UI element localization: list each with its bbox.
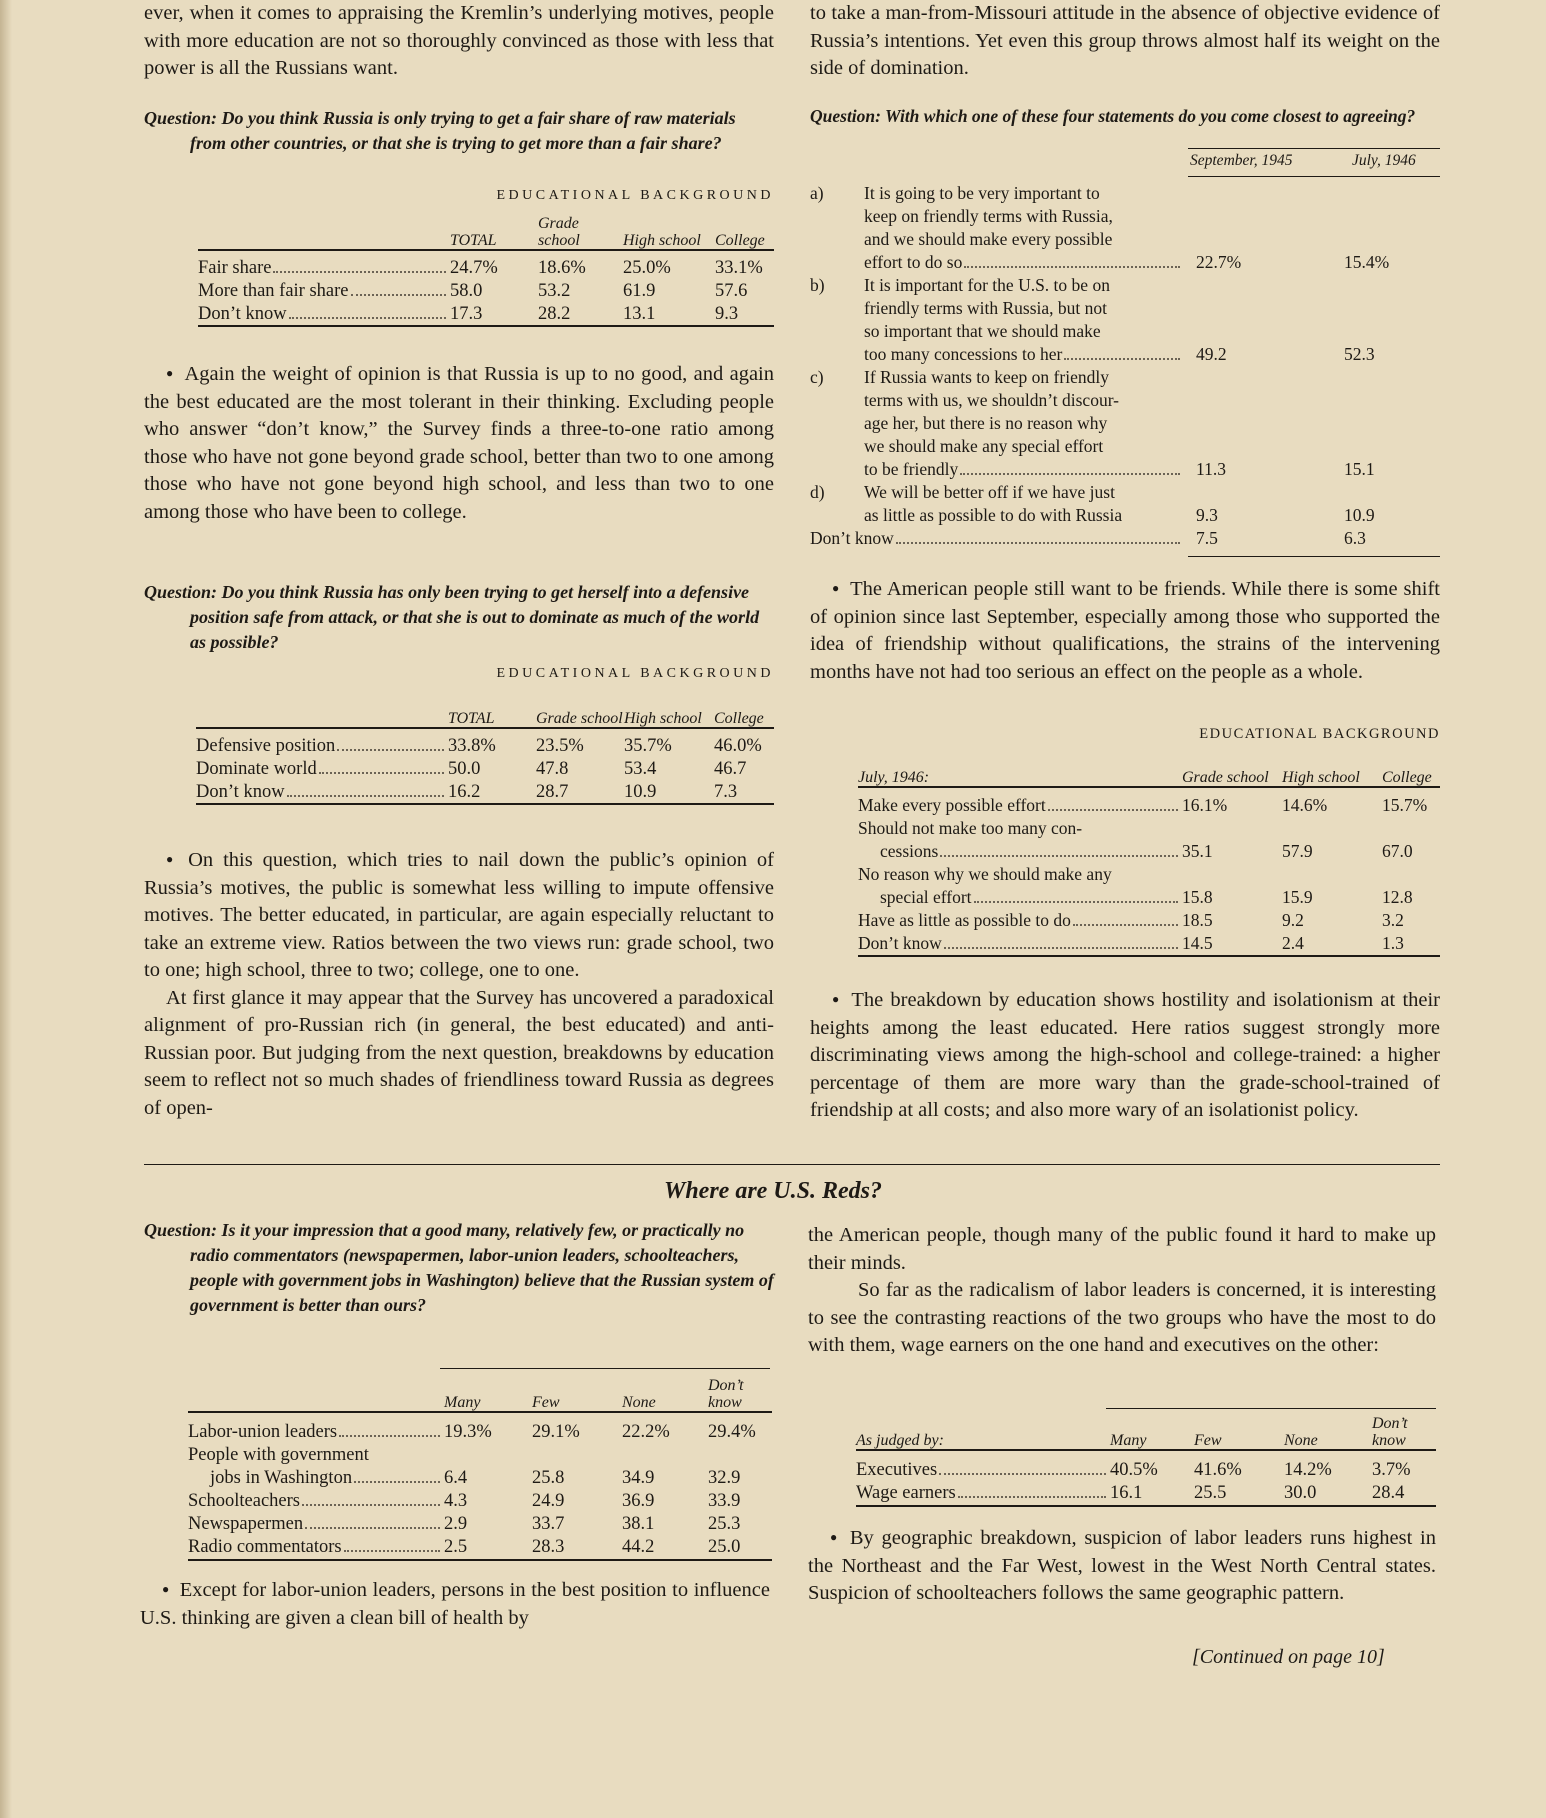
row-label: Should not make too many con- (858, 818, 1083, 838)
row-label: Defensive position (196, 736, 336, 756)
cell-value: 11.3 (1196, 459, 1226, 479)
cell-value: 3.2 (1382, 910, 1404, 930)
table-row (858, 817, 1440, 863)
cell-value: 14.5 (1182, 933, 1213, 953)
cell-value: 40.5% (1110, 1460, 1158, 1480)
statement-letter: d) (810, 482, 825, 502)
cell-value: 57.9 (1282, 841, 1313, 861)
cell-value: 28.3 (532, 1537, 565, 1557)
paragraph-american (810, 575, 1440, 686)
cell-value: 44.2 (622, 1537, 655, 1557)
paragraph-except (140, 1576, 770, 1632)
paragraph-breakdown (810, 986, 1440, 1125)
judged-table (856, 1412, 1436, 1509)
col-high-school: High school (623, 232, 701, 249)
col-few: Few (1194, 1432, 1222, 1449)
cell-value: 47.8 (536, 759, 569, 779)
table-reds (188, 1372, 772, 1563)
table-row (858, 794, 1440, 817)
cell-value: 28.2 (538, 303, 571, 324)
left-column-top (144, 0, 774, 83)
row-label: More than fair share (198, 281, 349, 301)
table-header-row (196, 688, 774, 728)
left-top-paragraph: ever, when it comes to appraising the Kremlin’s underlying motives, people with more education are not so thoroughly convinced as those with less that power is all the Russians want. (144, 2, 774, 79)
table-row (196, 735, 774, 758)
question-defensive (144, 580, 774, 655)
cell-value: 16.1 (1110, 1483, 1143, 1503)
col-many: Many (444, 1394, 481, 1411)
table-fair-share (198, 188, 774, 329)
paragraph-again-text: ● Again the weight of opinion is that Russia is up to no good, and again the best educated are the most tolerant in their thinking. Excluding people who answer “don’t know,” the Survey finds a three-to-one ratio among those who have not gone beyond grade school, better than two to one among those who have not gone beyond high school, and less than two to one among those who have been to college. (144, 360, 774, 526)
cell-value: 23.5% (536, 736, 584, 756)
table-july-education (858, 726, 1440, 959)
row-head-label: As judged by: (856, 1432, 944, 1449)
cell-value: 15.4% (1344, 252, 1390, 272)
table-row (188, 1444, 772, 1490)
cell-value: 46.0% (714, 736, 762, 756)
rule-line (1188, 556, 1440, 557)
cell-value: 38.1 (622, 1514, 655, 1534)
right-column-top (810, 0, 1440, 83)
table-row (196, 758, 774, 781)
table-row (198, 280, 774, 303)
cell-value: 18.5 (1182, 910, 1213, 930)
table-header-row (198, 210, 774, 250)
fair-share-table (198, 210, 774, 329)
statement-line: keep on friendly terms with Russia, (864, 206, 1113, 226)
cell-value: 25.0% (623, 258, 671, 278)
rule-line (1106, 1408, 1436, 1409)
paragraph-breakdown-text: ● The breakdown by education shows hostility and isolationism at their heights among the least educated. Here ratios suggest strongly more discriminating views among the high-school and college-trained: a higher percentage of them are more wary than the grade-school-trained of friendship at all costs; and also more wary of an isolationist policy. (810, 986, 1440, 1125)
cell-value: 2.9 (444, 1514, 468, 1534)
row-label: Schoolteachers (188, 1491, 300, 1511)
col-few: Few (532, 1394, 560, 1411)
question-four-statements-text (810, 106, 1440, 127)
col-grade-school: Grade school (536, 710, 623, 727)
question-body: Do you think Russia is only trying to get a fair share of raw materials from other countries, or that she is trying to get more than a fair share? (190, 108, 736, 153)
cell-value: 25.3 (708, 1514, 741, 1534)
statement-line: effort to do so (864, 252, 963, 272)
row-label: Radio commentators (188, 1537, 342, 1557)
row-label: Dominate world (196, 759, 317, 779)
question-defensive-text (144, 580, 774, 655)
cell-value: 19.3% (444, 1422, 492, 1442)
col-none: None (1284, 1432, 1318, 1449)
question-body: Is it your impression that a good many, relatively few, or practically no radio commentators (newspapermen, labor-union leaders, schoolteachers, people with government jobs in Washington) believe that the Russian system of government is better than ours? (190, 1220, 774, 1315)
cell-value: 33.7 (532, 1514, 565, 1534)
statement-line: We will be better off if we have just (864, 482, 1115, 502)
table-row (810, 274, 1442, 366)
page-edge-shadow (0, 0, 12, 1818)
cell-value: 2.5 (444, 1537, 468, 1557)
cell-value: 6.4 (444, 1468, 468, 1488)
cell-value: 13.1 (623, 303, 656, 324)
col-high-school: High school (624, 710, 702, 727)
row-label: People with government (188, 1445, 369, 1465)
section-divider (144, 1164, 1440, 1165)
paragraph-american-text: ● The American people still want to be friends. While there is some shift of opinion since last September, especially among those who supported the idea of friendship without qualifications, the strains of the intervening months have not had too serious an effect on the people as a whole. (810, 575, 1440, 686)
paragraph-geo-text: ● By geographic breakdown, suspicion of labor leaders runs highest in the Northeast and the Far West, lowest in the West North Central states. Suspicion of schoolteachers follows the same geographic pattern. (808, 1524, 1436, 1608)
statement-line: we should make any special effort (864, 436, 1104, 456)
cell-value: 53.4 (624, 759, 657, 779)
row-label: jobs in Washington (210, 1468, 353, 1488)
statement-line: If Russia wants to keep on friendly (864, 367, 1109, 387)
table-row (198, 303, 774, 326)
statement-line: terms with us, we shouldn’t discour- (864, 390, 1119, 410)
table-row (856, 1459, 1436, 1482)
cell-value: 22.7% (1196, 252, 1242, 272)
table-header-row (188, 1372, 772, 1412)
table-row (196, 781, 774, 804)
col-dont-know: Don’t know (1372, 1415, 1408, 1449)
cell-value: 34.9 (622, 1468, 655, 1488)
paragraph-american2-text: the American people, though many of the public found it hard to make up their minds. (808, 1224, 1436, 1274)
cell-value: 15.8 (1182, 887, 1213, 907)
cell-value: 33.9 (708, 1491, 741, 1511)
paragraph-sofar-text: So far as the radicalism of labor leaders is concerned, it is interesting to see the contrasting reactions of the two groups who have the most to do with them, wage earners on the one hand and executives on the other: (808, 1279, 1436, 1356)
defensive-table (196, 688, 774, 807)
col-total: TOTAL (448, 710, 495, 727)
cell-value: 49.2 (1196, 344, 1227, 364)
cell-value: 25.8 (532, 1468, 565, 1488)
row-head-label: July, 1946: (858, 769, 930, 786)
row-label: Executives (856, 1460, 938, 1480)
cell-value: 67.0 (1382, 841, 1413, 861)
cell-value: 1.3 (1382, 933, 1404, 953)
row-label: Have as little as possible to do (858, 910, 1071, 930)
cell-value: 9.3 (715, 303, 739, 324)
reds-table (188, 1372, 772, 1563)
row-label: Labor-union leaders (188, 1422, 338, 1442)
rule-line (1188, 176, 1440, 177)
cell-value: 36.9 (622, 1491, 655, 1511)
col-july-1946: July, 1946 (1352, 152, 1416, 169)
cell-value: 24.9 (532, 1491, 565, 1511)
statement-line: friendly terms with Russia, but not (864, 298, 1108, 318)
col-grade-school: Grade school (1182, 769, 1269, 786)
cell-value: 18.6% (538, 258, 586, 278)
cell-value: 6.3 (1344, 528, 1366, 548)
edu-background-label: EDUCATIONAL BACKGROUND (1199, 726, 1440, 742)
cell-value: 9.3 (1196, 505, 1218, 525)
statement-letter: a) (810, 183, 824, 203)
cell-value: 10.9 (624, 781, 657, 802)
table-judged (856, 1412, 1436, 1509)
cell-value: 30.0 (1284, 1483, 1317, 1503)
paragraph-atfirst-text: At first glance it may appear that the Survey has uncovered a paradoxical alignment of pro-Russian rich (in general, the best educated) and anti-Russian poor. But judging from the next question, breakdowns by education seem to reflect not so much shades of friendliness toward Russia as degrees of open- (144, 986, 774, 1119)
paragraph-again (144, 360, 774, 526)
cell-value: 4.3 (444, 1491, 468, 1511)
table-defensive (196, 666, 774, 807)
cell-value: 15.9 (1282, 887, 1313, 907)
cell-value: 7.3 (714, 781, 738, 802)
table-row (810, 182, 1442, 274)
cell-value: 16.1% (1182, 795, 1228, 815)
cell-value: 33.1% (715, 258, 763, 278)
table-row (188, 1536, 772, 1560)
cell-value: 17.3 (450, 303, 483, 324)
cell-value: 61.9 (623, 281, 656, 301)
cell-value: 3.7% (1372, 1460, 1411, 1480)
cell-value: 24.7% (450, 258, 498, 278)
question-four-statements (810, 106, 1440, 127)
row-label: Newspapermen (188, 1514, 304, 1534)
statement-line: so important that we should make (864, 321, 1101, 341)
statement-line: and we should make every possible (864, 229, 1113, 249)
four-statements-table (810, 182, 1442, 550)
rule-line (1188, 148, 1440, 149)
table-row (188, 1421, 772, 1444)
paragraph-onthis-text: ● On this question, which tries to nail down the public’s opinion of Russia’s motives, the public is somewhat less willing to impute offensive motives. The better educated, in particular, are again especially reluctant to take an extreme view. Ratios between the two views run: grade school, two to one; high school, three to two; college, one to one. (144, 846, 774, 985)
cell-value: 14.6% (1282, 795, 1328, 815)
section-title: Where are U.S. Reds? (663, 1178, 882, 1204)
continued-note: [Continued on page 10] (1192, 1646, 1385, 1668)
cell-value: 10.9 (1344, 505, 1375, 525)
question-fair-share (144, 106, 774, 156)
cell-value: 35.1 (1182, 841, 1213, 861)
table-row (188, 1513, 772, 1536)
statement-letter: b) (810, 275, 825, 295)
row-label: Don’t know (198, 303, 287, 324)
table-row (810, 527, 1442, 550)
table-header-row (856, 1412, 1436, 1450)
cell-value: 46.7 (714, 759, 747, 779)
col-high-school: High school (1282, 769, 1360, 786)
col-september-1945: September, 1945 (1190, 152, 1293, 169)
cell-value: 15.7% (1382, 795, 1428, 815)
question-reds-text (144, 1218, 774, 1318)
question-lead: Question: (144, 1220, 218, 1240)
paragraph-except-text: ● Except for labor-union leaders, persons in the best position to influence U.S. thinking are given a clean bill of health by (140, 1576, 770, 1632)
statement-line: It is going to be very important to (864, 183, 1100, 203)
statement-line: to be friendly (864, 459, 959, 479)
row-label: No reason why we should make any (858, 864, 1112, 884)
cell-value: 41.6% (1194, 1460, 1242, 1480)
edu-background-label: EDUCATIONAL BACKGROUND (496, 188, 774, 203)
cell-value: 35.7% (624, 736, 672, 756)
table-row (810, 481, 1442, 527)
statement-letter: c) (810, 367, 824, 387)
question-lead: Question: (144, 582, 218, 602)
col-none: None (622, 1394, 656, 1411)
cell-value: 50.0 (448, 759, 481, 779)
col-college: College (715, 232, 765, 249)
cell-value: 7.5 (1196, 528, 1218, 548)
row-label: cessions (880, 841, 939, 861)
col-grade-school: Grade school (538, 215, 580, 249)
cell-value: 32.9 (708, 1468, 741, 1488)
statement-line: Don’t know (810, 528, 894, 548)
row-label: special effort (880, 887, 972, 907)
cell-value: 29.1% (532, 1422, 580, 1442)
question-body: With which one of these four statements do you come closest to agreeing? (885, 106, 1416, 126)
cell-value: 15.1 (1344, 459, 1375, 479)
statement-line: age her, but there is no reason why (864, 413, 1108, 433)
table-row (198, 257, 774, 280)
cell-value: 52.3 (1344, 344, 1375, 364)
cell-value: 33.8% (448, 736, 496, 756)
statement-line: It is important for the U.S. to be on (864, 275, 1110, 295)
cell-value: 58.0 (450, 281, 483, 301)
question-lead: Question: (144, 108, 218, 128)
edu-background-label: EDUCATIONAL BACKGROUND (496, 666, 774, 681)
cell-value: 53.2 (538, 281, 571, 301)
question-lead: Question: (810, 106, 881, 126)
paragraph-onthis (144, 846, 774, 1122)
col-many: Many (1110, 1432, 1147, 1449)
cell-value: 29.4% (708, 1422, 756, 1442)
row-label: Wage earners (856, 1483, 956, 1503)
cell-value: 2.4 (1282, 933, 1304, 953)
question-reds (144, 1218, 774, 1318)
row-label: Don’t know (858, 933, 942, 953)
cell-value: 9.2 (1282, 910, 1304, 930)
col-college: College (1382, 769, 1432, 786)
cell-value: 25.5 (1194, 1483, 1227, 1503)
cell-value: 14.2% (1284, 1460, 1332, 1480)
table-row (188, 1490, 772, 1513)
row-label: Don’t know (196, 781, 285, 802)
july-education-table (858, 749, 1440, 959)
question-fair-share-text (144, 106, 774, 156)
statement-line: as little as possible to do with Russia (864, 505, 1123, 525)
row-label: Fair share (198, 258, 272, 278)
rule-line (440, 1368, 770, 1369)
right-top-paragraph: to take a man-from-Missouri attitude in the absence of objective evidence of Russia’s intentions. Yet even this group throws almost half its weight on the side of domination. (810, 2, 1440, 79)
col-total: TOTAL (450, 232, 497, 249)
col-college: College (714, 710, 764, 727)
cell-value: 57.6 (715, 281, 748, 301)
cell-value: 28.4 (1372, 1483, 1405, 1503)
question-body: Do you think Russia has only been trying to get herself into a defensive position safe from attack, or that she is out to dominate as much of the world as possible? (190, 582, 760, 652)
cell-value: 12.8 (1382, 887, 1413, 907)
paragraph-geo (808, 1524, 1436, 1608)
table-row (856, 1482, 1436, 1506)
cell-value: 25.0 (708, 1537, 741, 1557)
cell-value: 16.2 (448, 781, 481, 802)
statement-line: too many concessions to her (864, 344, 1063, 364)
table-row (858, 863, 1440, 909)
paragraph-american2 (808, 1222, 1436, 1360)
table-row (810, 366, 1442, 481)
cell-value: 28.7 (536, 781, 569, 802)
table-row (858, 909, 1440, 932)
col-dont-know: Don’t know (708, 1377, 744, 1411)
cell-value: 22.2% (622, 1422, 670, 1442)
table-header-row (858, 749, 1440, 787)
row-label: Make every possible effort (858, 795, 1046, 815)
table-row (858, 932, 1440, 956)
